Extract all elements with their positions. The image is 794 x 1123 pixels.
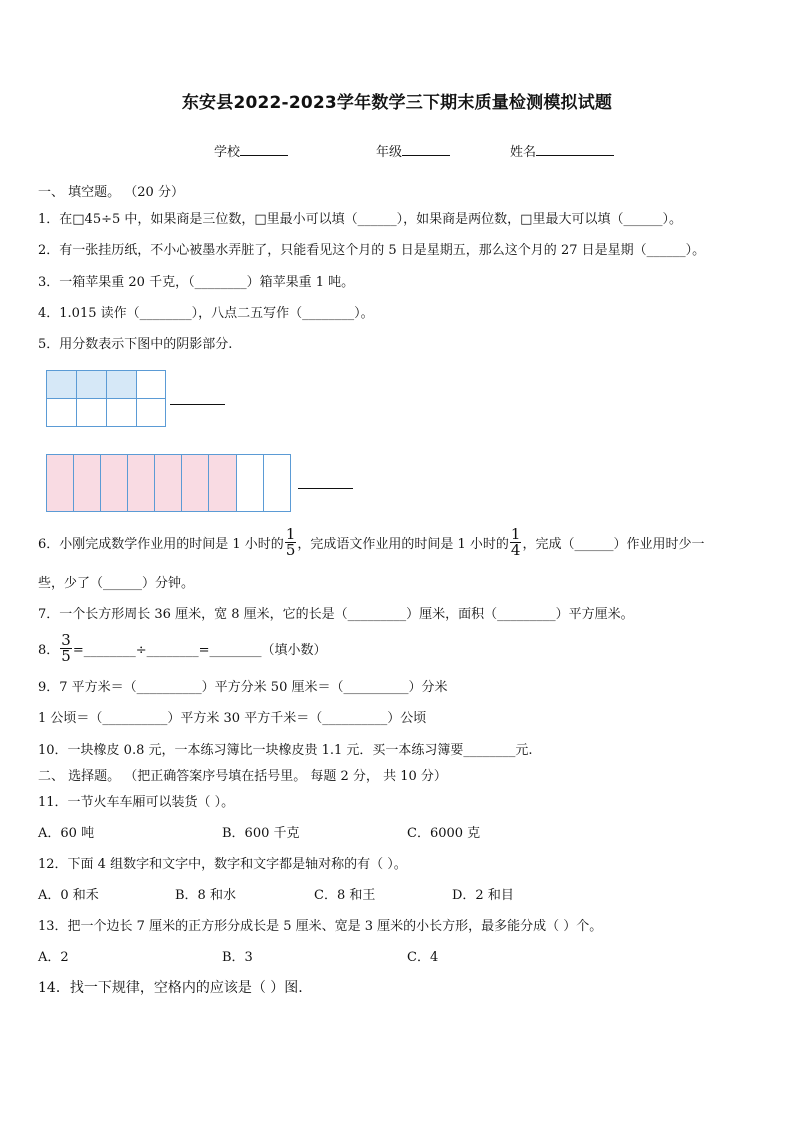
grid-cell <box>76 398 107 427</box>
strip-cell-shaded <box>181 454 209 512</box>
fraction-denominator: 4 <box>510 540 521 559</box>
q6-text-part-1: 6．小刚完成数学作业用的时间是 1 小时的 <box>38 536 284 552</box>
question-9-line-2: 1 公顷＝（__________）平方米 30 平方千米＝（__________）公顷 <box>38 711 427 726</box>
q11-option-c: C．6000 克 <box>407 826 481 841</box>
question-13: 13．把一个边长 7 厘米的正方形分成长是 5 厘米、宽是 3 厘米的小长方形，最多能分成（ ）个。 <box>38 919 603 934</box>
fraction-numerator: 1 <box>510 524 521 543</box>
strip-cell <box>236 454 264 512</box>
strip-cell-shaded <box>208 454 237 512</box>
section-fill-in-heading: 一、 填空题。 （20 分） <box>38 185 184 200</box>
strip-cell-shaded <box>127 454 155 512</box>
grade-blank <box>402 143 450 156</box>
fraction-numerator: 1 <box>285 524 296 543</box>
question-14: 14．找一下规律，空格内的应该是（ ）图. <box>38 980 303 996</box>
strip-cell-shaded <box>100 454 128 512</box>
grade-label: 年级 <box>376 145 403 160</box>
answer-line-figure-1 <box>170 404 225 405</box>
question-6-line-2: 些，少了（______）分钟。 <box>38 576 195 591</box>
school-field <box>214 141 288 160</box>
school-blank <box>240 143 288 156</box>
q8-rest: =________÷________=________（填小数） <box>72 642 327 658</box>
answer-line-figure-2 <box>298 488 353 489</box>
q12-option-b: B．8 和水 <box>175 888 236 903</box>
grid-cell <box>136 370 166 399</box>
q13-option-c: C．4 <box>407 950 439 965</box>
question-11: 11．一节火车车厢可以装货（ ）。 <box>38 795 235 810</box>
strip-cell-shaded <box>73 454 101 512</box>
q12-option-d: D．2 和目 <box>452 888 514 903</box>
name-field <box>510 141 614 160</box>
question-2: 2．有一张挂历纸，不小心被墨水弄脏了，只能看见这个月的 5 日是星期五，那么这个月的 27 日是星期（______）。 <box>38 243 706 258</box>
fraction-denominator: 5 <box>61 646 71 665</box>
fraction-one-fifth <box>285 524 297 559</box>
question-5: 5．用分数表示下图中的阴影部分. <box>38 337 233 352</box>
question-12: 12．下面 4 组数字和文字中，数字和文字都是轴对称的有（ ）。 <box>38 857 407 872</box>
question-10: 10．一块橡皮 0.8 元，一本练习簿比一块橡皮贵 1.1 元．买一本练习簿要________元. <box>38 743 533 758</box>
grid-cell-shaded <box>46 370 77 399</box>
strip-cell <box>263 454 291 512</box>
q11-option-a: A．60 吨 <box>38 826 95 841</box>
question-1: 1．在□45÷5 中，如果商是三位数，□里最小可以填（______），如果商是两位数，□里最大可以填（______）。 <box>38 212 682 227</box>
section-choice-heading: 二、 选择题。 （把正确答案序号填在括号里。 每题 2 分， 共 10 分） <box>38 769 447 784</box>
question-9-line-1: 9．7 平方米＝（__________）平方分米 50 厘米＝（__________）分米 <box>38 680 448 695</box>
grid-cell <box>136 398 166 427</box>
question-8 <box>38 628 327 668</box>
q8-prefix: 8． <box>38 642 60 658</box>
name-blank <box>536 143 614 156</box>
school-label: 学校 <box>214 145 241 160</box>
fraction-denominator: 5 <box>285 540 296 559</box>
q12-option-a: A．0 和禾 <box>38 888 99 903</box>
question-3: 3．一箱苹果重 20 千克，（________）箱苹果重 1 吨。 <box>38 275 355 290</box>
q13-option-a: A．2 <box>38 950 69 965</box>
strip-cell-shaded <box>46 454 74 512</box>
grid-cell <box>46 398 77 427</box>
question-6-line-1 <box>38 522 704 562</box>
q12-option-c: C．8 和王 <box>314 888 376 903</box>
q6-text-part-2: ，完成语文作业用的时间是 1 小时的 <box>297 536 509 552</box>
fraction-numerator: 3 <box>61 630 71 649</box>
q13-option-b: B．3 <box>222 950 253 965</box>
strip-cell-shaded <box>154 454 182 512</box>
question-7: 7．一个长方形周长 36 厘米，宽 8 厘米，它的长是（_________）厘米，面积（_________）平方厘米。 <box>38 607 634 622</box>
name-label: 姓名 <box>510 145 537 160</box>
exam-title: 东安县2022-2023学年数学三下期末质量检测模拟试题 <box>181 93 613 113</box>
grid-cell <box>106 398 137 427</box>
fraction-one-fourth <box>510 524 522 559</box>
q6-text-part-3: ，完成（______）作业用时少一 <box>522 536 705 552</box>
question-4: 4．1.015 读作（________），八点二五写作（________）。 <box>38 306 374 321</box>
q11-option-b: B．600 千克 <box>222 826 300 841</box>
grid-cell-shaded <box>76 370 107 399</box>
grade-field <box>376 141 450 160</box>
grid-cell-shaded <box>106 370 137 399</box>
fraction-three-fifths <box>60 630 72 665</box>
